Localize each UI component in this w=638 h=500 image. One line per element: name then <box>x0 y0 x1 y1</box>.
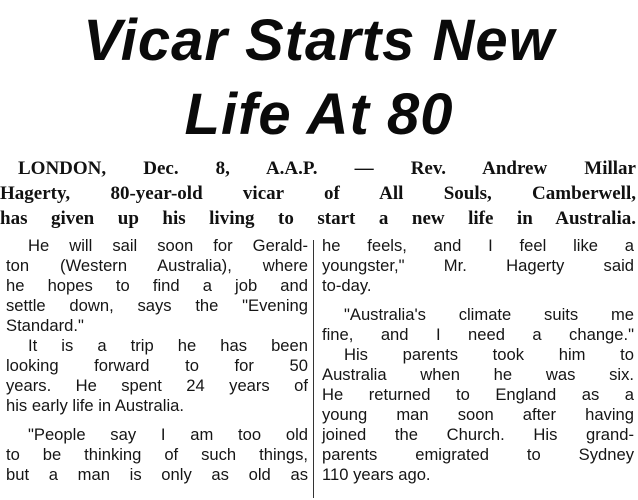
headline-line-2: Life At 80 <box>184 82 454 147</box>
article-body-line: ton (Western Australia), where <box>6 256 308 275</box>
article-body-line: He returned to England as a <box>322 385 634 404</box>
article-body-line: to-day. <box>322 276 372 295</box>
article-body-line: his early life in Australia. <box>6 396 185 415</box>
headline-line-1: Vicar Starts New <box>83 8 555 73</box>
article-body-line: joined the Church. His grand- <box>322 425 634 444</box>
article-body-line: fine, and I need a change." <box>322 325 634 344</box>
column-divider <box>313 240 314 498</box>
article-body-line: Australia when he was six. <box>322 365 634 384</box>
article-body-line: parents emigrated to Sydney <box>322 445 634 464</box>
article-body-line: he feels, and I feel like a <box>322 236 634 255</box>
article-body-line: years. He spent 24 years of <box>6 376 308 395</box>
lead-paragraph <box>0 156 636 231</box>
lead-line: LONDON, Dec. 8, A.A.P. — Rev. Andrew Millar <box>18 158 636 179</box>
article-body-line: he hopes to find a job and <box>6 276 308 295</box>
left-column <box>6 236 308 485</box>
article-body-line: His parents took him to <box>344 345 634 364</box>
article-body-line: youngster," Mr. Hagerty said <box>322 256 634 275</box>
article-body-line: but a man is only as old as <box>6 465 308 484</box>
article-body-line: young man soon after having <box>322 405 634 424</box>
article-body-line: Standard." <box>6 316 84 335</box>
article-body-line: looking forward to for 50 <box>6 356 308 375</box>
article-body-line: "People say I am too old <box>28 425 308 444</box>
article-body-line: to be thinking of such things, <box>6 445 308 464</box>
article-body-line: "Australia's climate suits me <box>344 305 634 324</box>
article-body-line: He will sail soon for Gerald- <box>28 236 308 255</box>
right-column <box>322 236 634 485</box>
article-body-line: It is a trip he has been <box>28 336 308 355</box>
article-body-line: settle down, says the "Evening <box>6 296 308 315</box>
lead-line: Hagerty, 80-year-old vicar of All Souls, Camberwell, <box>0 183 636 204</box>
lead-line: has given up his living to start a new life in Australia. <box>0 208 636 229</box>
article-body-line: 110 years ago. <box>322 465 431 484</box>
